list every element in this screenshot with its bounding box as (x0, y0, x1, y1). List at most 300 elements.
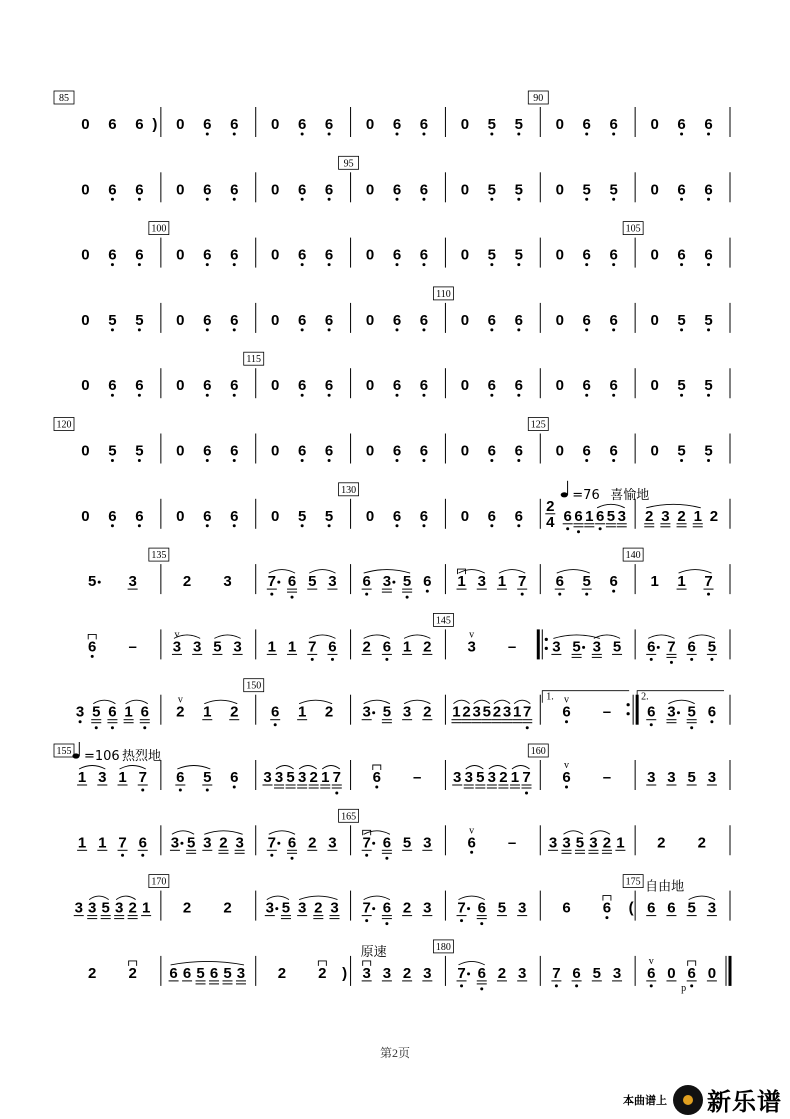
note: 1 (98, 834, 107, 852)
note: 6 (582, 246, 591, 264)
measure-number: 105 (625, 223, 641, 235)
note: 3 (235, 834, 244, 852)
measure-number: 160 (530, 746, 546, 757)
note: 6 (135, 181, 144, 199)
note: 0 (81, 311, 90, 329)
augmentation-dot (277, 581, 280, 584)
lower-octave-dot (566, 527, 569, 530)
lower-octave-dot (555, 984, 558, 987)
note: 5 (497, 899, 507, 917)
lower-octave-dot (490, 394, 493, 397)
note: 1 (267, 638, 276, 656)
note: 6 (230, 311, 239, 329)
note: 6 (582, 116, 591, 133)
note: 6 (677, 246, 686, 264)
lower-octave-dot (517, 328, 520, 331)
measure-number: 95 (343, 158, 354, 170)
augmentation-dot (372, 711, 375, 714)
note: 6 (287, 573, 297, 591)
footer-note: 本曲谱上 (623, 1093, 667, 1107)
note: 5 (92, 703, 101, 721)
note: 1 (693, 507, 702, 525)
note: 2 (176, 703, 185, 721)
note: 7 (267, 573, 276, 591)
note: 7 (522, 769, 531, 786)
lower-octave-dot (525, 792, 528, 795)
lower-octave-dot (422, 198, 425, 201)
note: 1 (497, 573, 507, 591)
note: 6 (574, 507, 583, 525)
note: 5 (135, 311, 144, 329)
note: 1 (616, 834, 625, 852)
note: 1 (297, 703, 307, 721)
note: 3 (236, 964, 246, 982)
note: 1 (141, 899, 151, 917)
note: 2 (423, 638, 432, 656)
measure-number: 120 (56, 419, 72, 431)
note: 5 (476, 769, 485, 786)
note: 6 (609, 573, 618, 591)
note: 0 (460, 246, 470, 264)
breath-mark-icon: v (564, 760, 569, 771)
lower-octave-dot (206, 394, 209, 397)
augmentation-dot (275, 907, 278, 910)
lower-octave-dot (95, 726, 98, 729)
note: 0 (460, 181, 470, 199)
repeat-dot (627, 712, 630, 715)
note: 5 (223, 964, 232, 982)
lower-octave-dot (111, 394, 114, 397)
note: – (602, 703, 612, 721)
note: 6 (372, 769, 381, 786)
note: 3 (661, 507, 670, 525)
note: – (507, 638, 517, 656)
note: 6 (203, 246, 212, 264)
note: 0 (650, 181, 659, 199)
lower-octave-dot (565, 720, 568, 723)
lower-octave-dot (365, 919, 368, 922)
measure-number: 145 (435, 615, 451, 627)
note: 3 (423, 834, 432, 852)
breath-mark-icon: v (469, 629, 475, 641)
note: 2 (492, 703, 502, 721)
lower-octave-dot (612, 459, 615, 462)
note: 1 (287, 638, 297, 656)
note: 6 (647, 638, 656, 656)
note: 6 (169, 964, 178, 982)
note: 0 (271, 116, 280, 133)
lower-octave-dot (422, 394, 425, 397)
note: 0 (365, 442, 375, 460)
note: 6 (230, 442, 239, 460)
note: 6 (477, 964, 486, 982)
note: 6 (514, 311, 523, 329)
note: 3 (265, 899, 274, 917)
note: 0 (365, 377, 375, 395)
note: 0 (365, 181, 375, 199)
note: 7 (308, 638, 317, 656)
lower-octave-dot (206, 328, 209, 331)
note: 3 (233, 638, 242, 656)
quarter-note-icon (72, 753, 79, 758)
note: 5 (572, 638, 581, 656)
lower-octave-dot (141, 789, 144, 792)
note: 0 (271, 377, 280, 395)
lower-octave-dot (521, 593, 524, 596)
note: 5 (582, 573, 591, 591)
measure-number: 150 (246, 680, 262, 692)
note: 5 (213, 638, 222, 656)
note: 0 (555, 116, 564, 133)
note: 0 (81, 246, 90, 264)
note: 0 (271, 311, 280, 329)
note: 6 (203, 116, 212, 133)
note: 0 (365, 116, 375, 133)
note: 5 (382, 703, 392, 721)
note: 5 (606, 507, 616, 525)
note: 0 (555, 246, 564, 264)
note: 3 (552, 638, 561, 656)
note: 6 (297, 181, 307, 199)
note: 5 (677, 311, 686, 329)
note: 0 (365, 246, 375, 264)
note: 6 (230, 116, 239, 133)
note: 2 (318, 964, 327, 982)
note: 5 (324, 507, 334, 525)
lower-octave-dot (385, 658, 388, 661)
lower-octave-dot (233, 328, 236, 331)
note: 6 (382, 638, 392, 656)
note: 5 (135, 442, 144, 460)
note: 6 (108, 181, 117, 199)
note: 7 (362, 834, 371, 852)
note: 7 (704, 573, 713, 591)
augmentation-dot (372, 907, 375, 910)
lower-octave-dot (291, 857, 294, 860)
note: 6 (707, 703, 717, 721)
breath-mark-icon: v (177, 694, 183, 706)
augmentation-dot (467, 907, 470, 910)
note: 3 (193, 638, 202, 656)
note: 3 (453, 769, 462, 786)
note: 6 (562, 703, 571, 721)
lower-octave-dot (680, 328, 683, 331)
lower-octave-dot (301, 263, 304, 266)
note: 6 (419, 246, 429, 264)
note: 6 (555, 573, 564, 591)
lower-octave-dot (460, 984, 463, 987)
lower-octave-dot (710, 720, 713, 723)
lower-octave-dot (707, 394, 710, 397)
note: 2 (423, 703, 432, 721)
lower-octave-dot (422, 263, 425, 266)
note: 3 (667, 703, 676, 721)
note: 0 (271, 507, 280, 525)
note: 5 (286, 769, 295, 786)
note: 0 (176, 246, 185, 264)
note: 5 (108, 311, 117, 329)
lower-octave-dot (490, 198, 493, 201)
lower-octave-dot (179, 789, 182, 792)
lower-octave-dot (365, 854, 368, 857)
note: 6 (687, 964, 696, 982)
note: 2 (657, 834, 666, 852)
note: 0 (271, 442, 280, 460)
note: 2 (314, 899, 323, 917)
note: 3 (203, 834, 212, 852)
lower-octave-dot (585, 394, 588, 397)
note: 6 (297, 442, 307, 460)
lower-octave-dot (396, 459, 399, 462)
note: 6 (108, 246, 117, 264)
note: 3 (88, 899, 97, 917)
lower-octave-dot (335, 792, 338, 795)
note: 5 (487, 116, 497, 133)
note: 3 (423, 899, 432, 917)
note: 2 (499, 769, 508, 786)
note: 6 (419, 442, 429, 460)
note: 2 (182, 573, 192, 591)
note: 3 (548, 834, 558, 852)
note: 6 (647, 964, 656, 982)
lower-octave-dot (612, 133, 615, 136)
note: 0 (81, 116, 90, 133)
augmentation-dot (392, 581, 395, 584)
measure-number: 90 (533, 93, 544, 104)
lower-octave-dot (422, 459, 425, 462)
note: 6 (487, 311, 497, 329)
note: 7 (552, 964, 561, 982)
lower-octave-dot (680, 394, 683, 397)
note: 6 (135, 116, 144, 133)
note: 3 (362, 964, 371, 982)
note: 2 (697, 834, 706, 852)
note: 3 (263, 769, 272, 786)
note: 0 (81, 377, 90, 395)
note: 6 (135, 246, 144, 264)
lower-octave-dot (233, 394, 236, 397)
lower-octave-dot (233, 263, 236, 266)
note: 6 (108, 703, 117, 721)
note: 0 (81, 507, 90, 525)
note: 5 (707, 638, 717, 656)
note: 0 (460, 507, 470, 525)
note: 5 (704, 377, 713, 395)
note: 5 (482, 703, 491, 721)
note: 5 (108, 442, 117, 460)
note: 6 (297, 246, 307, 264)
volta-bracket (637, 691, 724, 703)
note: 5 (196, 964, 205, 982)
note: 0 (176, 442, 185, 460)
lower-octave-dot (585, 459, 588, 462)
note: 6 (203, 377, 212, 395)
note: 6 (609, 116, 618, 133)
lower-octave-dot (422, 524, 425, 527)
note: 6 (324, 181, 334, 199)
note: 5 (687, 769, 696, 786)
note: 6 (230, 181, 239, 199)
note: 6 (392, 311, 402, 329)
note: 1 (77, 834, 87, 852)
note: 6 (382, 899, 392, 917)
note: 6 (704, 246, 713, 264)
note: 2 (128, 899, 137, 917)
lower-octave-dot (396, 524, 399, 527)
lower-octave-dot (670, 661, 673, 664)
note: 0 (460, 116, 470, 133)
lower-octave-dot (599, 527, 602, 530)
note: 6 (203, 442, 212, 460)
augmentation-dot (98, 581, 101, 584)
note: – (602, 769, 612, 786)
note: 7 (457, 899, 466, 917)
measure-number: 130 (341, 484, 357, 496)
lower-octave-dot (206, 524, 209, 527)
time-signature-top: 2 (546, 497, 555, 515)
note: 5 (308, 573, 317, 591)
note: 1 (457, 573, 466, 591)
augmentation-dot (657, 646, 660, 649)
note: 6 (677, 116, 686, 133)
note: 2 (223, 899, 232, 917)
note: 1 (124, 703, 133, 721)
lower-octave-dot (490, 524, 493, 527)
note: 3 (589, 834, 598, 852)
note: 5 (677, 442, 686, 460)
note: 0 (271, 246, 280, 264)
tempo-text: 原速 (360, 944, 387, 960)
note: 7 (667, 638, 676, 656)
lower-octave-dot (233, 459, 236, 462)
lower-octave-dot (301, 394, 304, 397)
lower-octave-dot (526, 726, 529, 729)
lower-octave-dot (710, 658, 713, 661)
note: 6 (562, 769, 571, 786)
note: 6 (287, 834, 297, 852)
note: 3 (382, 964, 392, 982)
lower-octave-dot (301, 459, 304, 462)
lower-octave-dot (585, 198, 588, 201)
note: 3 (328, 834, 337, 852)
note: 2 (128, 964, 137, 982)
lower-octave-dot (138, 524, 141, 527)
lower-octave-dot (138, 263, 141, 266)
note: 6 (419, 181, 429, 199)
note: 0 (555, 377, 564, 395)
lower-octave-dot (690, 658, 693, 661)
lower-octave-dot (426, 590, 429, 593)
lower-octave-dot (690, 726, 693, 729)
note: 0 (460, 442, 470, 460)
lower-octave-dot (301, 524, 304, 527)
lower-octave-dot (138, 394, 141, 397)
lower-octave-dot (422, 133, 425, 136)
note: 3 (75, 703, 85, 721)
tempo-text: 喜愉地 (610, 487, 650, 503)
note: 0 (271, 181, 280, 199)
lower-octave-dot (577, 530, 580, 533)
note: 3 (647, 769, 656, 786)
note: 0 (555, 181, 564, 199)
note: 7 (518, 573, 527, 591)
lower-octave-dot (141, 854, 144, 857)
slur (646, 504, 701, 508)
note: 2 (308, 834, 317, 852)
note: 6 (135, 377, 144, 395)
note: 6 (419, 377, 429, 395)
tempo-text: 热烈地 (122, 749, 162, 764)
volta-bracket (542, 691, 629, 703)
repeat-dot (627, 703, 630, 706)
lower-octave-dot (707, 198, 710, 201)
note: 7 (523, 703, 532, 721)
note: 5 (487, 181, 497, 199)
lower-octave-dot (707, 593, 710, 596)
note: 5 (402, 834, 412, 852)
note: 6 (138, 834, 147, 852)
note: 6 (595, 507, 605, 525)
note: 6 (423, 573, 432, 591)
note: 6 (487, 377, 497, 395)
note: 6 (230, 769, 239, 786)
lower-octave-dot (385, 857, 388, 860)
lower-octave-dot (707, 263, 710, 266)
note: 0 (460, 311, 470, 329)
note: 0 (176, 507, 185, 525)
note: 6 (667, 899, 676, 917)
lower-octave-dot (517, 459, 520, 462)
note: 1 (510, 769, 520, 786)
note: 6 (203, 507, 212, 525)
note: 3 (518, 964, 527, 982)
note: 3 (707, 769, 717, 786)
note: 6 (647, 899, 656, 917)
lower-octave-dot (328, 459, 331, 462)
breath-mark-icon: v (469, 825, 475, 837)
note: 6 (609, 377, 618, 395)
note: – (507, 834, 517, 852)
note: 3 (472, 703, 481, 721)
note: 6 (687, 638, 696, 656)
tempo-text: 自由地 (645, 879, 685, 895)
note: 6 (487, 442, 497, 460)
lower-octave-dot (517, 198, 520, 201)
note: 6 (647, 703, 656, 721)
note: 1 (512, 703, 522, 721)
note: 6 (209, 964, 219, 982)
note: 5 (88, 573, 97, 591)
lower-octave-dot (612, 590, 615, 593)
note: 3 (487, 769, 497, 786)
note: 6 (419, 311, 429, 329)
lower-octave-dot (470, 851, 473, 854)
augmentation-dot (277, 842, 280, 845)
paren-open: ( (628, 899, 634, 917)
lower-octave-dot (301, 133, 304, 136)
lower-octave-dot (585, 263, 588, 266)
lower-octave-dot (650, 658, 653, 661)
note: 6 (108, 377, 117, 395)
lower-octave-dot (301, 198, 304, 201)
note: 7 (267, 834, 276, 852)
lower-octave-dot (328, 198, 331, 201)
measure-number: 165 (341, 811, 357, 823)
lower-octave-dot (517, 394, 520, 397)
note: 6 (572, 964, 581, 982)
note: 5 (575, 834, 585, 852)
note: 2 (462, 703, 471, 721)
